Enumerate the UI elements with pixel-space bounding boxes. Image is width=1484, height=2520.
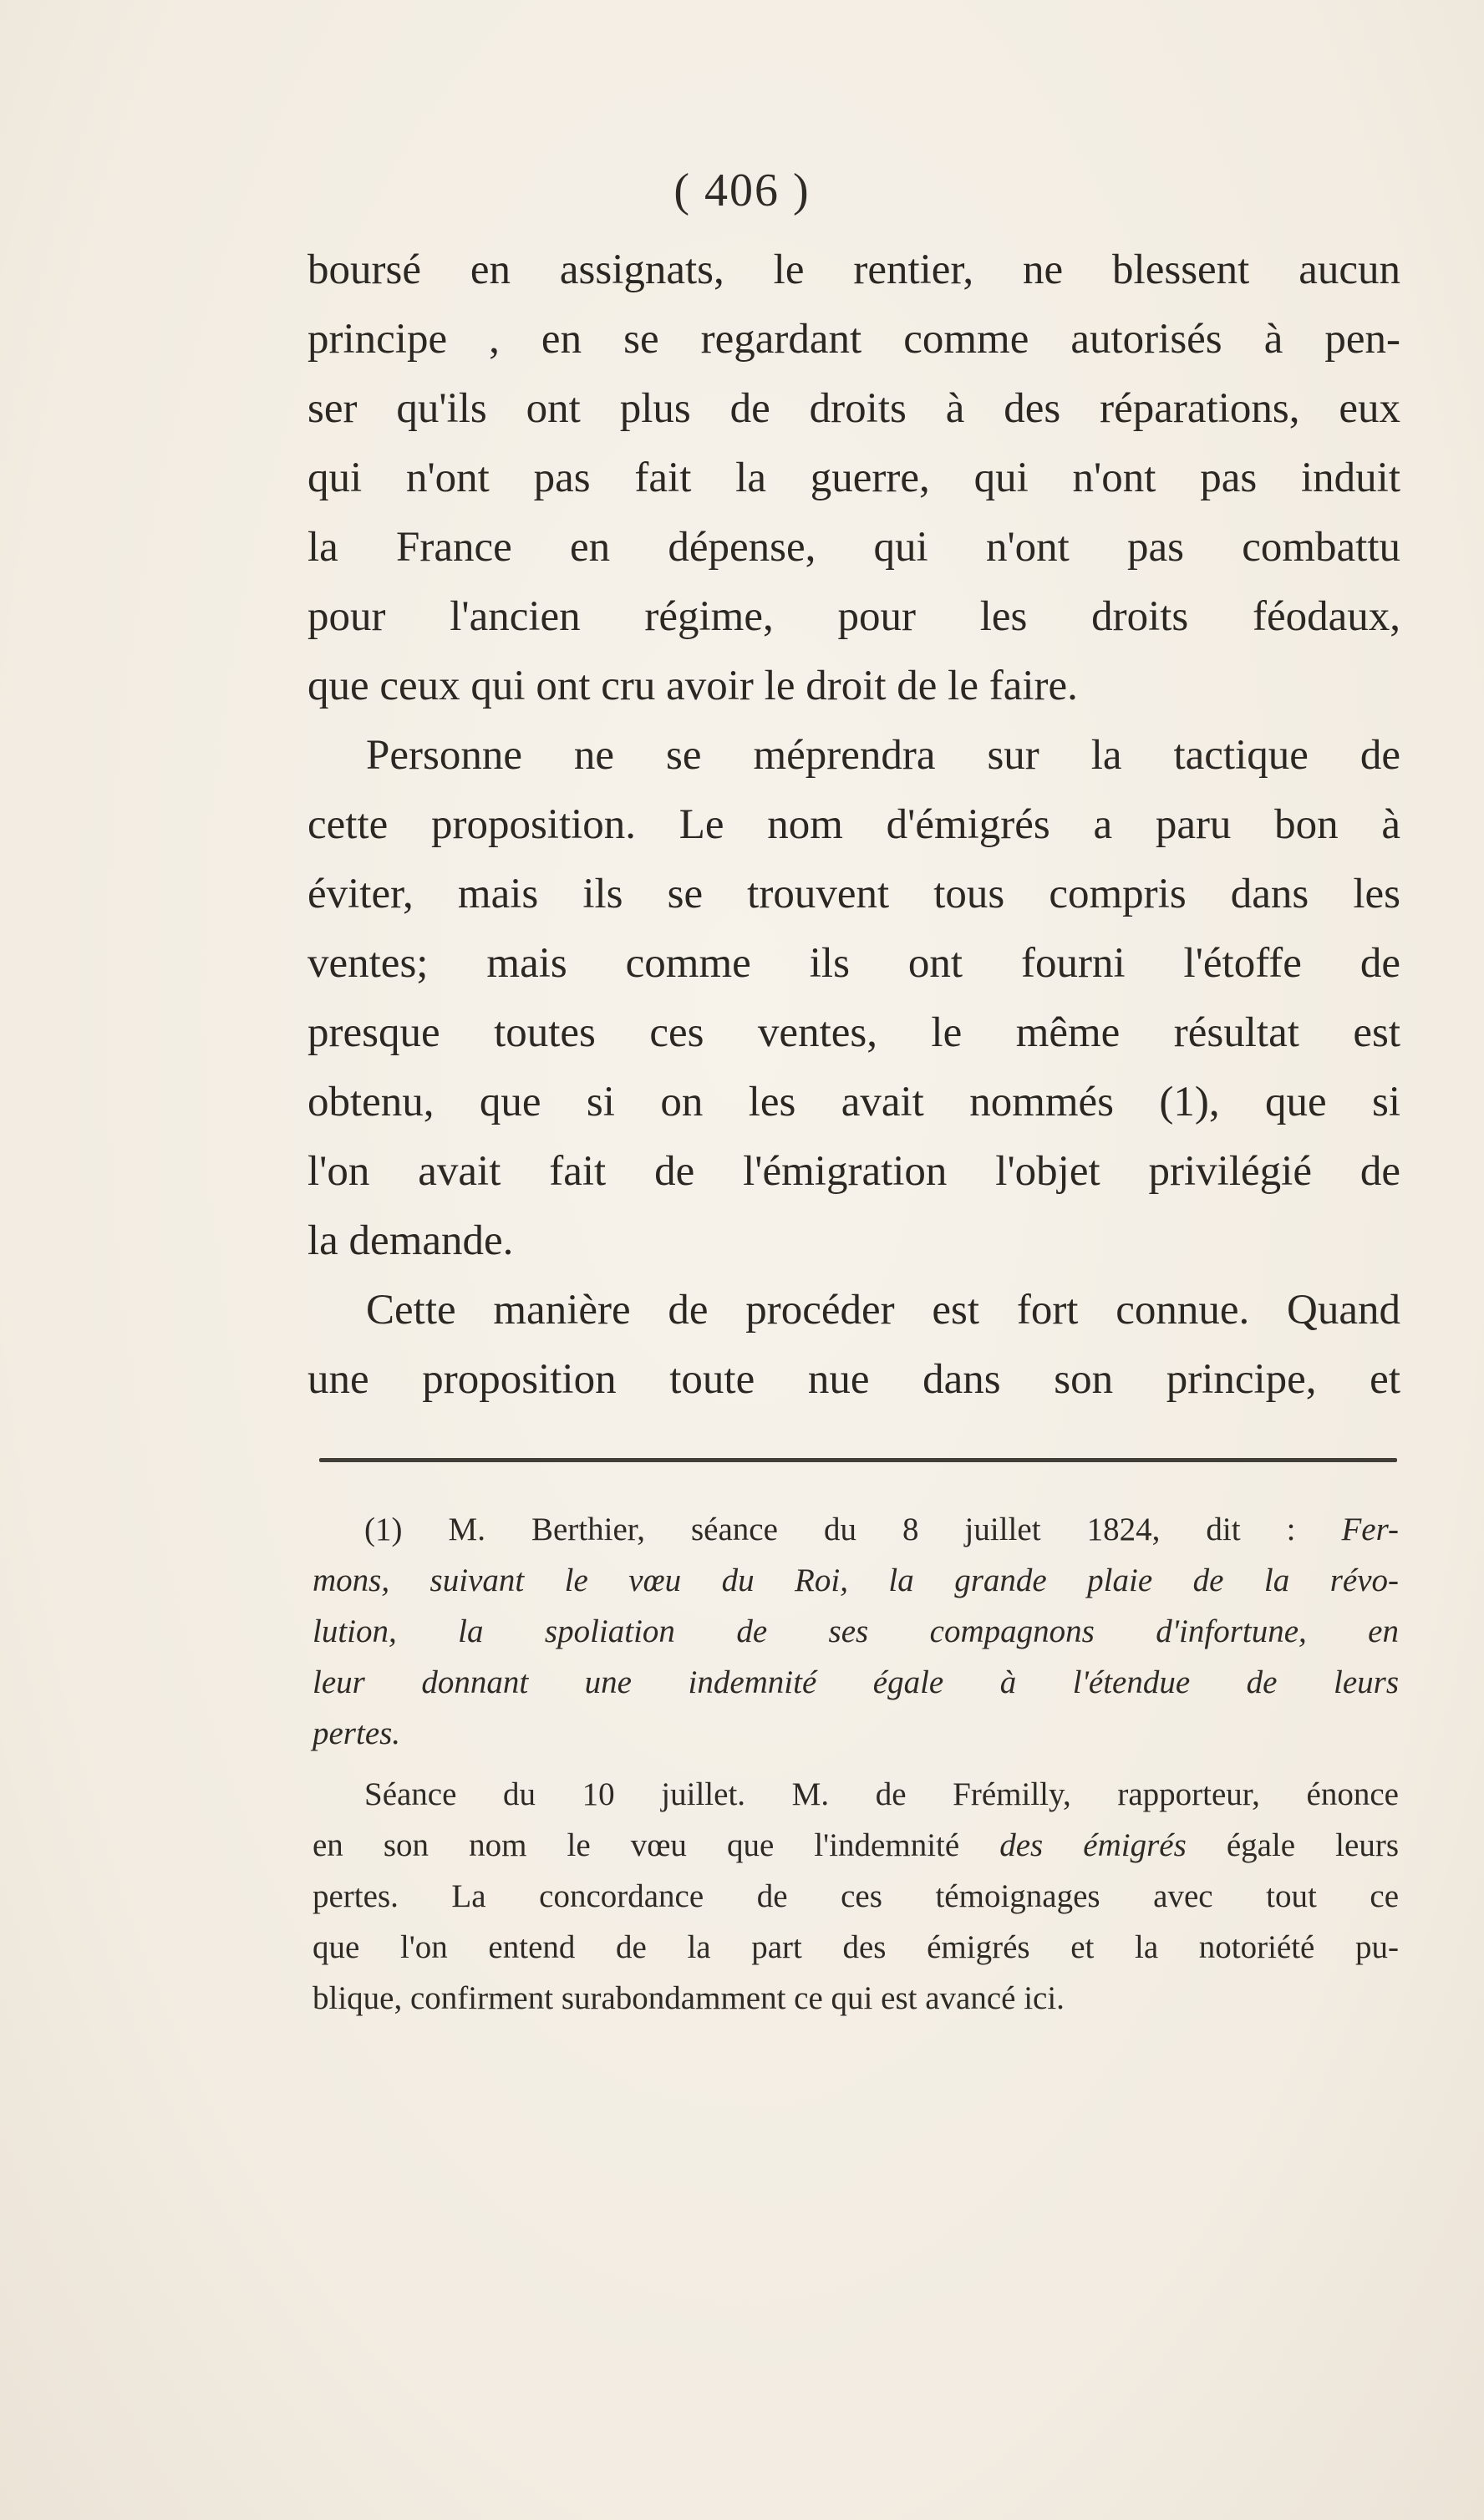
text-line: ser qu'ils ont plus de droits à des réparations, eux (307, 385, 1400, 432)
text-line: cette proposition. Le nom d'émigrés a paru bon à (307, 801, 1400, 848)
footnote-line: blique, confirment surabondamment ce qui est avancé ici. (313, 1980, 1065, 2016)
text-line: la France en dépense, qui n'ont pas combattu (307, 524, 1400, 571)
footnote-2 (313, 1769, 1399, 2024)
text-line: presque toutes ces ventes, le même résultat est (307, 1009, 1400, 1056)
text-line: pour l'ancien régime, pour les droits féodaux, (307, 593, 1400, 640)
footnote-line (313, 1504, 1399, 1555)
text-line: une proposition toute nue dans son principe, et (307, 1356, 1400, 1403)
footnote-line: Séance du 10 juillet. M. de Frémilly, rapporteur, énonce (364, 1776, 1399, 1812)
footnotes (313, 1504, 1399, 2034)
text-line: la demande. (307, 1217, 514, 1264)
text-line: boursé en assignats, le rentier, ne blessent aucun (307, 246, 1400, 293)
text-line: principe , en se regardant comme autorisés à pen- (307, 316, 1400, 363)
footnote-line: lution, la spoliation de ses compagnons d'infortune, en (313, 1613, 1399, 1649)
main-text (307, 236, 1400, 1415)
text-line: l'on avait fait de l'émigration l'objet privilégié de (307, 1148, 1400, 1195)
footnote-separator-rule (319, 1458, 1397, 1462)
footnote-line: mons, suivant le vœu du Roi, la grande plaie de la révo- (313, 1562, 1399, 1598)
footnote-line: pertes. La concordance de ces témoignages avec tout ce (313, 1878, 1399, 1914)
text-line: ventes; mais comme ils ont fourni l'étoffe de (307, 940, 1400, 987)
footnote-line (313, 1820, 1399, 1871)
text-line: éviter, mais ils se trouvent tous compris dans les (307, 871, 1400, 917)
footnote-line: leur donnant une indemnité égale à l'étendue de leurs (313, 1664, 1399, 1700)
text-line: obtenu, que si on les avait nommés (1), que si (307, 1079, 1400, 1125)
footnote-text: en son nom le vœu que l'indemnité (313, 1827, 1000, 1863)
footnote-emphasis: des émigrés (999, 1827, 1187, 1863)
footnote-1 (313, 1504, 1399, 1759)
text-line: qui n'ont pas fait la guerre, qui n'ont pas induit (307, 455, 1400, 501)
footnote-text: (1) M. Berthier, séance du 8 juillet 1824, dit : (364, 1511, 1342, 1547)
page-number: ( 406 ) (673, 165, 811, 216)
text-line: que ceux qui ont cru avoir le droit de le faire. (307, 663, 1078, 709)
footnote-line: pertes. (313, 1715, 401, 1751)
text-line: Cette manière de procéder est fort connue. Quand (366, 1287, 1400, 1334)
footnote-line: que l'on entend de la part des émigrés et la notoriété pu- (313, 1929, 1399, 1965)
text-line: Personne ne se méprendra sur la tactique de (366, 732, 1400, 779)
footnote-text: égale leurs (1186, 1827, 1399, 1863)
footnote-quote: Fer- (1341, 1511, 1399, 1547)
